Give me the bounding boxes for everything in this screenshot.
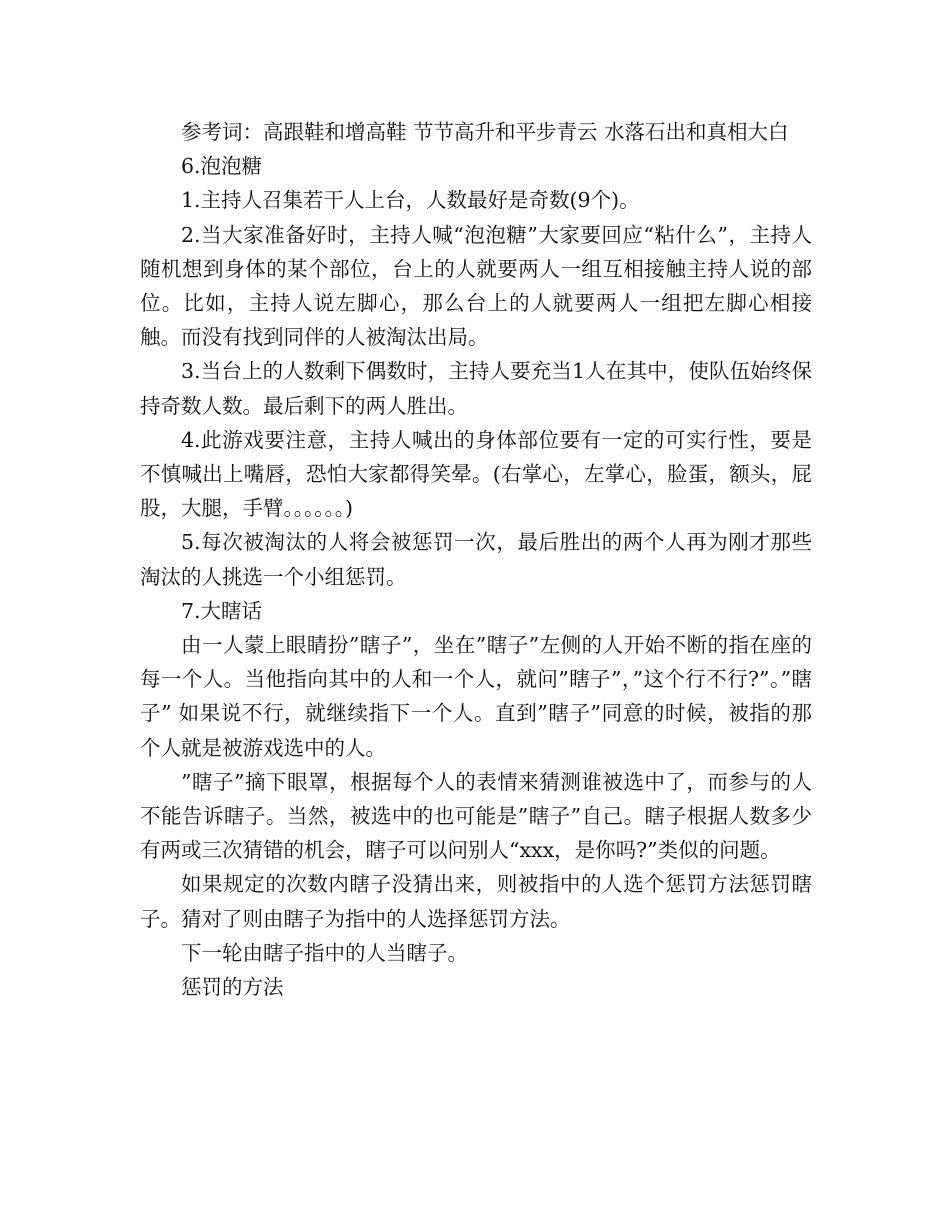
blind-talk-paragraph-1: 由一人蒙上眼睛扮”瞎子”，坐在”瞎子”左侧的人开始不断的指在座的每一个人。当他指向其中的人和一个人，就问”瞎子”，”这个行不行?”。”瞎子” 如果说不行，就继续指下一个人。直到”瞎子”同意的时候，被指的那个人就是被游戏选中的人。 bbox=[140, 633, 812, 760]
bubble-gum-step-4: 4.此游戏要注意，主持人喊出的身体部位要有一定的可实行性，要是不慎喊出上嘴唇，恐怕大家都得笑晕。(右掌心，左掌心，脸蛋，额头，屁股，大腿，手臂。。。。。。) bbox=[140, 427, 812, 521]
bubble-gum-step-2: 2.当大家准备好时，主持人喊“泡泡糖”大家要回应“粘什么”，主持人随机想到身体的某个部位，台上的人就要两人一组互相接触主持人说的部位。比如，主持人说左脚心，那么台上的人就要两人一组把左脚心相接触。而没有找到同伴的人被淘汰出局。 bbox=[140, 222, 812, 350]
bubble-gum-step-5: 5.每次被淘汰的人将会被惩罚一次，最后胜出的两个人再为刚才那些淘汰的人挑选一个小组惩罚。 bbox=[140, 530, 812, 589]
section-heading-bubble-gum: 6.泡泡糖 bbox=[181, 154, 263, 179]
punishment-methods-heading: 惩罚的方法 bbox=[181, 975, 284, 1000]
reference-words-paragraph: 参考词：高跟鞋和增高鞋 节节高升和平步青云 水落石出和真相大白 bbox=[181, 120, 789, 144]
bubble-gum-step-3: 3.当台上的人数剩下偶数时，主持人要充当1人在其中，使队伍始终保持奇数人数。最后剩下的两人胜出。 bbox=[140, 359, 812, 418]
blind-talk-paragraph-3: 如果规定的次数内瞎子没猜出来，则被指中的人选个惩罚方法惩罚瞎子。猜对了则由瞎子为指中的人选择惩罚方法。 bbox=[140, 872, 812, 931]
bubble-gum-step-1: 1.主持人召集若干人上台，人数最好是奇数(9个)。 bbox=[181, 188, 640, 213]
blind-talk-paragraph-4: 下一轮由瞎子指中的人当瞎子。 bbox=[181, 940, 468, 965]
section-heading-big-blind-talk: 7.大瞎话 bbox=[181, 598, 263, 623]
document-page bbox=[140, 115, 812, 1004]
blind-talk-paragraph-2: ”瞎子”摘下眼罩，根据每个人的表情来猜测谁被选中了，而参与的人不能告诉瞎子。当然，被选中的也可能是”瞎子”自己。瞎子根据人数多少有两或三次猜错的机会，瞎子可以问别人“xxx，是你吗?”类似的问题。 bbox=[140, 769, 812, 863]
